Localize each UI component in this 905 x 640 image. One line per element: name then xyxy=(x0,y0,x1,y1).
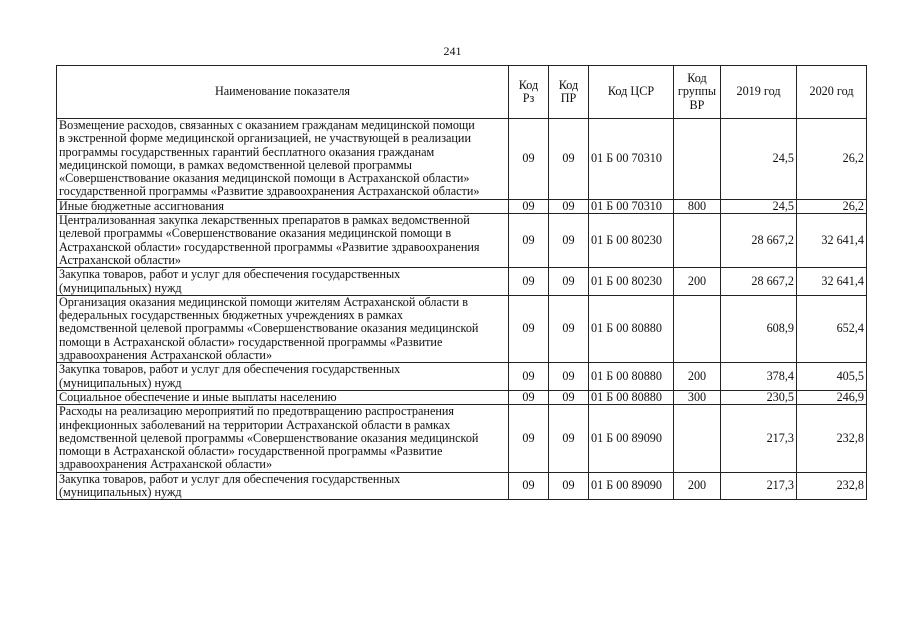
indicator-name-line: Социальное обеспечение и иные выплаты населению xyxy=(59,389,337,404)
indicator-name-line: медицинской помощи, в рамках ведомственной целевой программы xyxy=(59,157,412,172)
amount-2020-cell: 32 641,4 xyxy=(797,268,867,296)
amount-2020-cell: 246,9 xyxy=(797,390,867,404)
rz-code-cell: 09 xyxy=(509,472,549,500)
indicator-name-cell xyxy=(57,119,509,200)
indicator-name-line: (муниципальных) нужд xyxy=(59,485,182,500)
amount-2020-cell: 232,8 xyxy=(797,405,867,472)
indicator-name-line: Расходы на реализацию мероприятий по предотвращению распространения xyxy=(59,404,455,419)
header-2019: 2019 год xyxy=(721,66,797,119)
header-vr-line: Код xyxy=(687,71,707,86)
indicator-name-cell xyxy=(57,295,509,362)
indicator-name-cell xyxy=(57,390,509,404)
amount-2020-cell: 405,5 xyxy=(797,363,867,391)
amount-2019-cell: 28 667,2 xyxy=(721,268,797,296)
csr-code-cell: 01 Б 00 89090 xyxy=(589,405,674,472)
indicator-name-line: здравоохранения Астраханской области» xyxy=(59,457,273,472)
indicator-name-line: Иные бюджетные ассигнования xyxy=(59,198,225,213)
vr-code-cell xyxy=(674,214,721,268)
vr-code-cell xyxy=(674,405,721,472)
amount-2019-cell: 24,5 xyxy=(721,199,797,213)
vr-code-cell: 200 xyxy=(674,472,721,500)
header-pr-line: Код xyxy=(558,77,579,92)
indicator-name-line: (муниципальных) нужд xyxy=(59,375,182,390)
indicator-name-line: инфекционных заболеваний на территории Астраханской области в рамках xyxy=(59,417,451,432)
csr-code-cell: 01 Б 00 80230 xyxy=(589,268,674,296)
csr-code-cell: 01 Б 00 80880 xyxy=(589,363,674,391)
header-csr: Код ЦСР xyxy=(589,66,674,119)
header-pr-line: ПР xyxy=(560,91,577,105)
indicator-name-line: Возмещение расходов, связанных с оказанием гражданам медицинской помощи xyxy=(59,118,475,132)
rz-code-cell: 09 xyxy=(509,390,549,404)
rz-code-cell: 09 xyxy=(509,295,549,362)
indicator-name-cell xyxy=(57,363,509,391)
table-row xyxy=(57,390,867,404)
table-row xyxy=(57,214,867,268)
indicator-name-line: ведомственной целевой программы «Совершенствование оказания медицинской xyxy=(59,321,479,336)
indicator-name-line: помощи в Астраханской области» государственной программы «Развитие xyxy=(59,334,443,349)
vr-code-cell xyxy=(674,295,721,362)
header-vr xyxy=(674,66,721,119)
header-rz-line: Рз xyxy=(522,91,535,105)
indicator-name-cell xyxy=(57,268,509,296)
table-row xyxy=(57,363,867,391)
amount-2020-cell: 232,8 xyxy=(797,472,867,500)
table-row xyxy=(57,295,867,362)
header-vr-line: группы xyxy=(677,84,717,99)
table-row xyxy=(57,268,867,296)
pr-code-cell: 09 xyxy=(549,405,589,472)
header-2020: 2020 год xyxy=(797,66,867,119)
indicator-name-line: в экстренной форме медицинской организацией, не участвующей в реализации xyxy=(59,131,471,146)
amount-2019-cell: 608,9 xyxy=(721,295,797,362)
amount-2020-cell: 26,2 xyxy=(797,119,867,200)
indicator-name-line: (муниципальных) нужд xyxy=(59,280,182,295)
budget-table xyxy=(56,65,867,500)
rz-code-cell: 09 xyxy=(509,199,549,213)
pr-code-cell: 09 xyxy=(549,268,589,296)
csr-code-cell: 01 Б 00 80880 xyxy=(589,390,674,404)
indicator-name-cell xyxy=(57,472,509,500)
table-row xyxy=(57,472,867,500)
amount-2020-cell: 32 641,4 xyxy=(797,214,867,268)
rz-code-cell: 09 xyxy=(509,405,549,472)
indicator-name-line: Организация оказания медицинской помощи жителям Астраханской области в xyxy=(59,294,468,309)
amount-2019-cell: 28 667,2 xyxy=(721,214,797,268)
pr-code-cell: 09 xyxy=(549,119,589,200)
indicator-name-line: «Совершенствование оказания медицинской помощи в Астраханской области» xyxy=(59,171,470,186)
csr-code-cell: 01 Б 00 80230 xyxy=(589,214,674,268)
indicator-name-line: Закупка товаров, работ и услуг для обеспечения государственных xyxy=(59,267,401,282)
header-name: Наименование показателя xyxy=(57,66,509,119)
indicator-name-line: государственной программы «Развитие здравоохранения Астраханской области» xyxy=(59,184,480,199)
indicator-name-line: здравоохранения Астраханской области» xyxy=(59,348,273,363)
amount-2020-cell: 652,4 xyxy=(797,295,867,362)
header-vr-line: ВР xyxy=(689,97,705,112)
indicator-name-line: целевой программы «Совершенствование оказания медицинской помощи в xyxy=(59,226,452,241)
rz-code-cell: 09 xyxy=(509,214,549,268)
vr-code-cell xyxy=(674,119,721,200)
pr-code-cell: 09 xyxy=(549,390,589,404)
pr-code-cell: 09 xyxy=(549,199,589,213)
page-number: 241 xyxy=(443,44,462,58)
vr-code-cell: 800 xyxy=(674,199,721,213)
indicator-name-line: Астраханской области» государственной программы «Развитие здравоохранения xyxy=(59,239,480,254)
pr-code-cell: 09 xyxy=(549,295,589,362)
amount-2019-cell: 230,5 xyxy=(721,390,797,404)
indicator-name-line: программы государственных гарантий бесплатного оказания гражданам xyxy=(59,144,435,159)
rz-code-cell: 09 xyxy=(509,119,549,200)
header-rz-line: Код xyxy=(518,77,539,92)
vr-code-cell: 200 xyxy=(674,268,721,296)
csr-code-cell: 01 Б 00 80880 xyxy=(589,295,674,362)
indicator-name-line: Закупка товаров, работ и услуг для обеспечения государственных xyxy=(59,471,401,486)
amount-2020-cell: 26,2 xyxy=(797,199,867,213)
amount-2019-cell: 378,4 xyxy=(721,363,797,391)
indicator-name-cell xyxy=(57,199,509,213)
indicator-name-line: Астраханской области» xyxy=(59,252,181,267)
amount-2019-cell: 217,3 xyxy=(721,405,797,472)
table-header-row xyxy=(57,66,867,119)
indicator-name-line: ведомственной целевой программы «Совершенствование оказания медицинской xyxy=(59,430,479,445)
vr-code-cell: 300 xyxy=(674,390,721,404)
table-body xyxy=(57,119,867,500)
header-pr xyxy=(549,66,589,119)
indicator-name-line: Централизованная закупка лекарственных препаратов в рамках ведомственной xyxy=(59,213,470,228)
pr-code-cell: 09 xyxy=(549,363,589,391)
table-row xyxy=(57,405,867,472)
indicator-name-cell xyxy=(57,405,509,472)
csr-code-cell: 01 Б 00 89090 xyxy=(589,472,674,500)
indicator-name-cell xyxy=(57,214,509,268)
csr-code-cell: 01 Б 00 70310 xyxy=(589,199,674,213)
header-rz xyxy=(509,66,549,119)
rz-code-cell: 09 xyxy=(509,268,549,296)
pr-code-cell: 09 xyxy=(549,472,589,500)
pr-code-cell: 09 xyxy=(549,214,589,268)
indicator-name-line: Закупка товаров, работ и услуг для обеспечения государственных xyxy=(59,362,401,377)
table-row xyxy=(57,119,867,200)
indicator-name-line: помощи в Астраханской области» государственной программы «Развитие xyxy=(59,444,443,459)
table-row xyxy=(57,199,867,213)
rz-code-cell: 09 xyxy=(509,363,549,391)
amount-2019-cell: 24,5 xyxy=(721,119,797,200)
vr-code-cell: 200 xyxy=(674,363,721,391)
csr-code-cell: 01 Б 00 70310 xyxy=(589,119,674,200)
amount-2019-cell: 217,3 xyxy=(721,472,797,500)
indicator-name-line: федеральных государственных бюджетных учреждениях в рамках xyxy=(59,308,403,323)
